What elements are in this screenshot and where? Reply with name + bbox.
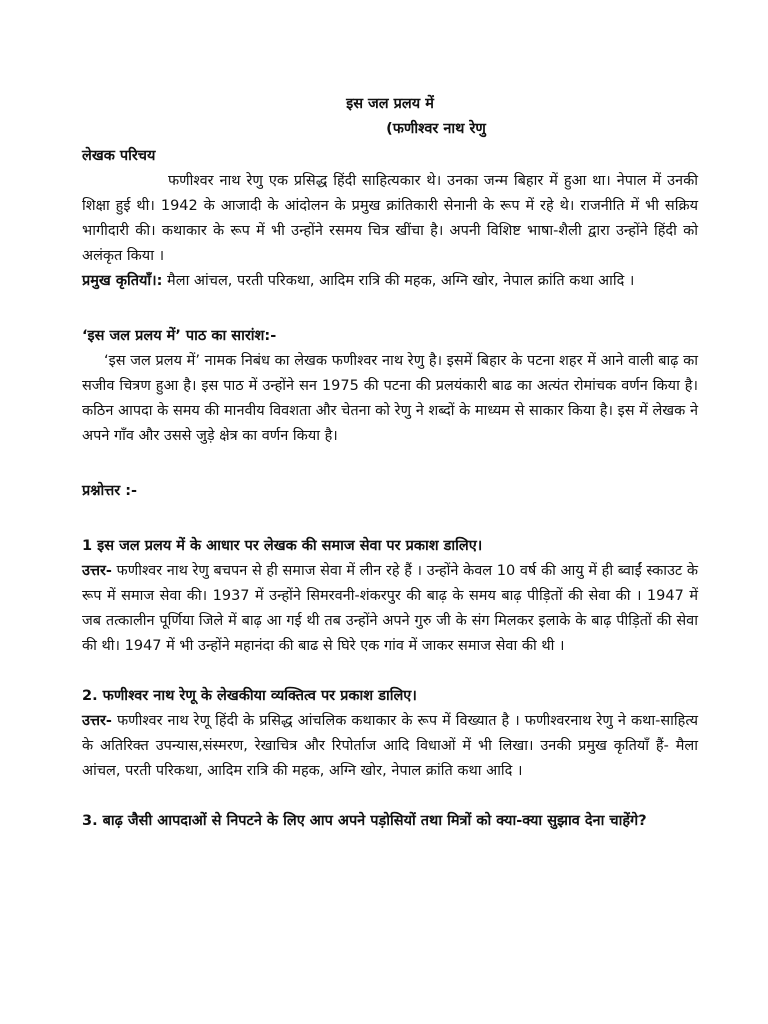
title-block xyxy=(82,92,698,142)
question-2: 2. फणीश्वर नाथ रेणू के लेखकीया व्यक्तित्व पर प्रकाश डालिए। xyxy=(82,688,417,704)
answer-2-label: उत्तर- xyxy=(82,713,112,729)
question-3: 3. बाढ़ जैसी आपदाओं से निपटने के लिए आप अपने पड़ोसियों तथा मित्रों को क्या-क्या सुझाव देना चाहेंगे? xyxy=(82,813,647,829)
answer-1-text: फणीश्वर नाथ रेणु बचपन से ही समाज सेवा में लीन रहे हैं । उन्होंने केवल 10 वर्ष की आयु में ही ब्वाईं स्काउट के रूप में समाज सेवा की। 1937 में उन्होंने सिमरवनी-शंकरपुर की बाढ़ के समय बाढ़ पीड़ितों की सेवा की । 1947 में जब तत्कालीन पूर्णिया जिले में बाढ़ आ गई थी तब उन्होंने अपने गुरु जी के संग मिलकर इलाके के बाढ़ पीड़ितों की सेवा की थी। 1947 में भी उन्होंने महानंदा की बाढ से घिरे एक गांव में जाकर समाज सेवा की थी । xyxy=(82,563,698,654)
summary-body: ‘इस जल प्रलय में’ नामक निबंध का लेखक फणीश्वर नाथ रेणु है। इसमें बिहार के पटना शहर में आने वाली बाढ़ का सजीव चित्रण हुआ है। इस पाठ में उन्होंने सन 1975 की पटना की प्रलयंकारी बाढ का अत्यंत रोमांचक वर्णन किया है। कठिन आपदा के समय की मानवीय विवशता और चेतना को रेणु ने शब्दों के माध्यम से साकार किया है। इस में लेखक ने अपने गाँव और उससे जुड़े क्षेत्र का वर्णन किया है। xyxy=(82,353,698,444)
major-works-label: प्रमुख कृतियाँ।: xyxy=(82,273,163,289)
answer-1 xyxy=(82,559,698,659)
answer-1-label: उत्तर- xyxy=(82,563,112,579)
question-1: 1 इस जल प्रलय में के आधार पर लेखक की समाज सेवा पर प्रकाश डालिए। xyxy=(82,538,483,554)
answer-2 xyxy=(82,709,698,784)
document-title: इस जल प्रलय में xyxy=(346,96,434,112)
document-subtitle: (फणीश्वर नाथ रेणु xyxy=(386,121,486,137)
major-works-text: मैला आंचल, परती परिकथा, आदिम रात्रि की महक, अग्नि खोर, नेपाल क्रांति कथा आदि । xyxy=(162,273,635,289)
answer-2-text: फणीश्वर नाथ रेणू हिंदी के प्रसिद्ध आंचलिक कथाकार के रूप में विख्यात है । फणीश्वरनाथ रेणु ने कथा-साहित्य के अतिरिक्त उपन्यास,संस्मरण, रेखाचित्र और रिपोर्ताज आदि विधाओं में भी लिखा। उनकी प्रमुख कृतियाँ हैं- मैला आंचल, परती परिकथा, आदिम रात्रि की महक, अग्नि खोर, नेपाल क्रांति कथा आदि । xyxy=(82,713,698,779)
summary-heading: ‘इस जल प्रलय में’ पाठ का सारांश:- xyxy=(82,328,277,344)
major-works xyxy=(82,269,698,294)
author-intro-body: फणीश्वर नाथ रेणु एक प्रसिद्ध हिंदी साहित्यकार थे। उनका जन्म बिहार में हुआ था। नेपाल में उनकी शिक्षा हुई थी। 1942 के आजादी के आंदोलन के प्रमुख क्रांतिकारी सेनानी के रूप में रहे थे। राजनीति में भी सक्रिय भागीदारी की। कथाकार के रूप में भी उन्होंने रसमय चित्र खींचा है। अपनी विशिष्ट भाषा-शैली द्वारा उन्होंने हिंदी को अलंकृत किया । xyxy=(82,173,698,264)
qa-heading: प्रश्नोत्तर :- xyxy=(82,483,138,499)
author-intro-heading: लेखक परिचय xyxy=(82,148,156,164)
